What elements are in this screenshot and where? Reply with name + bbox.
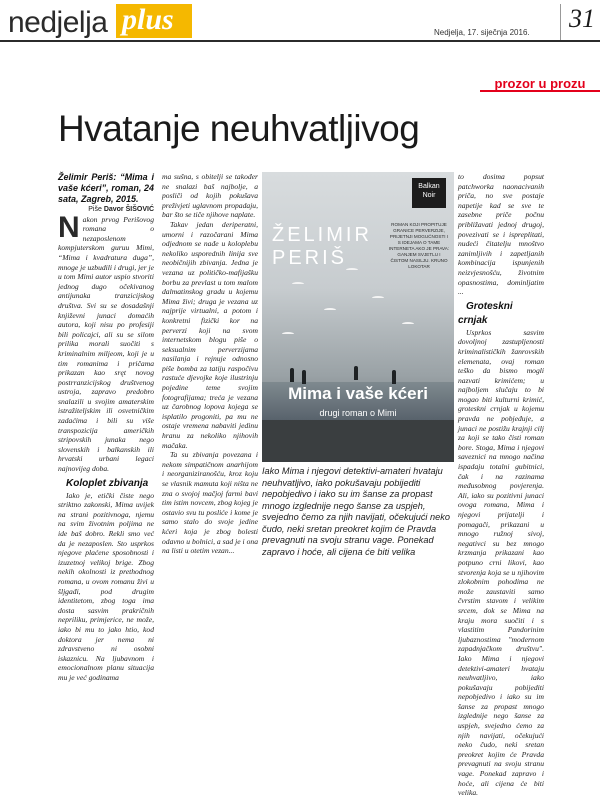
bird-shape xyxy=(372,296,384,300)
cover-blurb: ROMAN KOJI PROPITUJE GRANICE PERVERZIJE, PRIJETNJI MOGUĆNOSTI I S IDEJAMA O TAME INTERNETA AKO JE PRAVA: GANJEM SVJETLU I ČISTOM NASILJU. KRUNO LOKOTAR xyxy=(388,222,450,269)
paragraph: ma sušna, s obitelji se također ne snalazi baš najbolje, a posliči od kojih pokušava preživjeti uglavnom propadaju, bar što se tiče njihove naplate. xyxy=(162,172,258,220)
byline-author: Davor ŠIŠOVIĆ xyxy=(103,206,154,213)
subhead-groteskni: Groteskni crnjak xyxy=(458,300,513,326)
article-column-1 xyxy=(58,172,154,682)
article-column-3 xyxy=(458,172,544,798)
paragraph xyxy=(58,210,154,474)
bird-shape xyxy=(402,322,414,326)
paragraph: Iako je, etički čiste nego striktno zakonski, Mima uvijek na strani pozitivnoga, njemu na svim životnim poljima ne ide baš dobro. Rekli smo već da je nezaposlen. Sto usprkos njegove plaćene sposobnosti i izuzetnoj velikoj brige. Zbog nekih okolnosti iz prethodnog romana, u ovom romanu živi u šljgađi, pod drugim identitetom, zbog toga ima dosta sasvim prakričnih nepriliku, primjerice, ne može, iako bi mu to jako htio, kod doktora jer nema ni zdravstveno ni osobni iskaznicu. Na ljubavnom i emocionalnom planu situacija mu je već godinama xyxy=(58,490,154,682)
cover-author: ŽELIMIR PERIŠ xyxy=(272,224,372,269)
book-cover-image xyxy=(262,172,454,462)
figure-shape xyxy=(302,370,306,384)
masthead xyxy=(0,0,600,44)
cover-subtitle: drugi roman o Mimi xyxy=(319,408,397,418)
bird-shape xyxy=(292,282,304,286)
article-headline: Hvatanje neuhvatljivog xyxy=(58,108,420,149)
subhead-koloplet: Koloplet zbivanja xyxy=(66,477,149,489)
bird-shape xyxy=(282,332,294,336)
paragraph: Ta su zbivanja povezana i nekom simpatičnom anarhijom i neorganiziranošću, kroz koju se vlasnik mamuta koji ništa ne zna o svojoj mačjoj farmi bavi tim istim novcem, zbog kojeg je ostavio svu tu posliće i kome je samo stalo do svoje jedine kćeri koja je zbog bolesti odavno u bolnici, a sad je i ona na listi u otetim vezan... xyxy=(162,450,258,556)
book-info: Želimir Periš: “Mima i vaše kćeri”, roman, 24 sata, Zagreb, 2015. xyxy=(58,172,154,204)
paragraph: Usprkos sasvim dovoljnoj zastupljenosti kriminalističkih žanrovskih elemenata, ovaj roman teško da bismo mogli nazvati krimićem; u najboljem slučaju to bi mogao biti kulturni krimić, groteskni crnjak u kojemu pravda ne pobjeđuje, a junaci ne postižu krajnji cilj za koji se tako čisti roman bore. Stoga, Mima i njegovi saveznici na mnogo načina ispadaju totalni gubitnici, čak i na razinama međusobnog povjerenja. Ali, iako su pozitivni junaci ovoga romana, Mima i njegovi prijatelji i pomagači, prikazani u mnogo ružnoj sivoj, negativci su bez mnogo krzmanja prikazani kao potpuno crni likovi, kao stvorenja koja se u njihovim zlokobnim pohodima ne može zaustaviti samo čvrstim stavom i velikim srcem, dok se Mima na kraju mora suočiti i s vlastitim Pandorinim ljubaznostima "modernom zapadnjačkom društvu". Iako Mima i njegovi detektivi-amateri hvataju neuhvatljivo, iako pokušavaju pobijediti nepobjedivo i iako su im šanse za propast mnogo izglednije nego šanse za uspjeh, svejedno ćemo za njih navijati, očekujući neko čudo, neki sretan preokret kojim će Pravda prevagnuti na svoju stranu vage. Ponekad zapravo i hoće, ali cijena će biti velika. xyxy=(458,327,544,798)
section-label: prozor u prozu xyxy=(480,76,600,92)
paragraph-text: akon prvog Perišovog romana o nezaposlenom kompjuterskom guruu Mimi, “Mima i kvadratura duga”, mnoge je uzbudili i drugi, jer je u tom Mimi autor uspio stvoriti jednog dugo očekivanog antijunaka tranzicijskog društva. Svi su se dosadašnji književni junaci domaćih autora, koji nisu po profesiji bili policajci, ali su se silom prilika morali suočiti s kriminalnim miljeom, koji je u tim romanima i pričama prikazan kao sręt novog postrranzicijskog društvenog ustroja, zapravo predobro snalazili u svojim amaterskim istražiteljskim ili osvetničkim zadaćima i bili su više transpozicija američkih stripovskih junaka nego slovenskih i balkanskih ili hrvatski urbani legaci najnovijeg doba. xyxy=(58,214,154,474)
paragraph: to dosima popsut patchworka naonacivanih priča, no sve postaje napetije kad se sve te zasebne priče počnu približavati jednoj drugoj, povezivati se i ispreplitati, nudeći čitatelju mnoštvo zanimljivih i zapetljanih kombinacija ispunjenih neizvjesnošću, životnim opasnostima, dominljatim ... xyxy=(458,172,544,297)
pull-quote: Iako Mima i njegovi detektivi-amateri hvataju neuhvatljivo, iako pokušavaju pobijediti nepobjedivo i iako su im šanse za propast mnogo izglednije nego šanse za uspjeh, svejedno čemo za njih navijati, očekujući neko čudo, neki sretan preokret kojim će Pravda prevagnuti na svoju stranu vage. Ponekad zapravo i hoće, ali cijena će biti velika xyxy=(262,466,450,557)
article-column-2 xyxy=(162,172,258,577)
byline-prefix: Piše xyxy=(88,206,102,213)
figure-shape xyxy=(354,366,358,380)
page-number: 31 xyxy=(560,4,595,40)
header-rule xyxy=(0,40,600,42)
bird-shape xyxy=(324,308,336,312)
paragraph: Takav jedan deriperatni, umorni i razočarani Mima odjednom se nađe u koloplebu nekoliko usporednih linija sve neobičnijih zbivanja. Jedna je vezana uz političko-mafijašku borbu za prevlast u tom malom dalmatinskog gradu u kojemu Mima živi; druga je vezana uz najprije virtualni, a potom i konkretni fizički kor na perverzi koji na svom internetskom blogu piše o seksualnim perverzijama nasilanja i rejnuje odnosno piše bomba za tatiju raspočivu rastuće djevojke koje ilustrinju pojedine teme svojim fotografijama; treća je vezana uz čarobnog lopova kojega se isplatilo progoniti, pa mu ne ostaje vremena nabaviti jedinu hranu za nekoliko njihovih mačaka. xyxy=(162,219,258,450)
drop-cap: N xyxy=(58,210,80,244)
cover-title: Mima i vaše kćeri xyxy=(288,384,428,403)
brand-nedjelja: nedjelja xyxy=(8,6,108,39)
figure-shape xyxy=(290,368,294,382)
cover-ground xyxy=(262,420,454,462)
brand-plus-badge: plus xyxy=(116,4,192,38)
figure-shape xyxy=(392,370,396,384)
issue-date: Nedjelja, 17. siječnja 2016. xyxy=(434,28,530,37)
cover-series-badge: Balkan Noir xyxy=(412,178,446,208)
